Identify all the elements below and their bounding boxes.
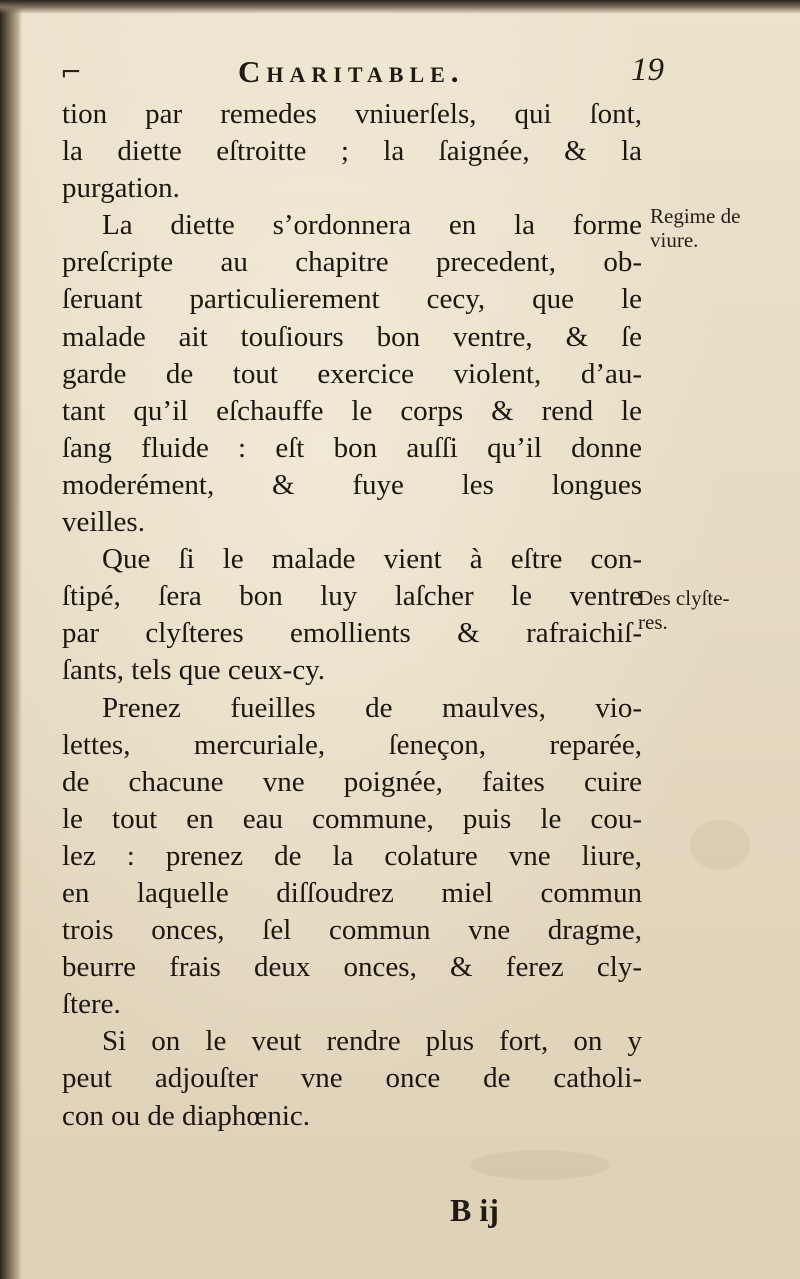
text-line: purgation. xyxy=(62,172,180,205)
text-line: trois onces, ſel commun vne dragme, xyxy=(62,914,642,947)
text-line: malade ait touſiours bon ventre, & ſe xyxy=(62,320,642,353)
body-text xyxy=(62,96,642,1135)
text-line: moderément, & fuye les longues xyxy=(62,468,642,501)
margin-note-regime xyxy=(650,204,740,252)
text-line: ſang fluide : eſt bon auſſi qu’il donne xyxy=(62,431,642,464)
text-line: La diette s’ordonnera en la forme xyxy=(102,209,642,242)
text-line: la diette eſtroitte ; la ſaignée, & la xyxy=(62,135,642,168)
paper-stain xyxy=(690,820,750,870)
text-line: preſcripte au chapitre precedent, ob- xyxy=(62,246,642,279)
text-line: Que ſi le malade vient à eſtre con- xyxy=(102,543,642,576)
text-line: con ou de diaphœnic. xyxy=(62,1099,311,1132)
margin-note-line: Regime de xyxy=(650,204,741,228)
running-head-mark: ⌐ xyxy=(60,58,82,88)
margin-note-clysteres xyxy=(638,586,730,634)
text-line: garde de tout exercice violent, d’au- xyxy=(62,357,642,390)
text-line: veilles. xyxy=(62,506,145,539)
text-line: ſtere. xyxy=(62,988,121,1021)
book-spine-shadow xyxy=(0,0,22,1279)
text-line: de chacune vne poignée, faites cuire xyxy=(62,765,642,798)
text-line: Prenez fueilles de maulves, vio- xyxy=(102,691,642,724)
text-line: le tout en eau commune, puis le cou- xyxy=(62,802,642,835)
text-line: lettes, mercuriale, ſeneçon, reparée, xyxy=(62,728,642,761)
paper-stain xyxy=(470,1150,610,1180)
running-head-title: Charitable. xyxy=(238,54,465,89)
margin-note-line: viure. xyxy=(650,228,699,252)
text-line: ſants, tels que ceux-cy. xyxy=(62,654,326,687)
text-line: tant qu’il eſchauffe le corps & rend le xyxy=(62,394,642,427)
signature-mark: B ij xyxy=(450,1192,499,1228)
text-line: peut adjouſter vne once de catholi- xyxy=(62,1062,642,1095)
page-top-edge-shadow xyxy=(0,0,800,14)
text-line: tion par remedes vniuerſels, qui ſont, xyxy=(62,98,642,130)
page-number: 19 xyxy=(631,52,664,88)
running-head xyxy=(60,50,664,96)
text-line: en laquelle diſſoudrez miel commun xyxy=(62,876,642,909)
margin-note-line: res. xyxy=(638,610,668,634)
text-line: ſtipé, ſera bon luy laſcher le ventre xyxy=(62,580,642,613)
margin-note-line: Des clyſte- xyxy=(638,586,730,610)
text-line: ſeruant particulierement cecy, que le xyxy=(62,283,642,316)
text-line: par clyſteres emollients & rafraichiſ- xyxy=(62,617,642,650)
text-line: Si on le veut rendre plus fort, on y xyxy=(102,1025,642,1058)
text-line: lez : prenez de la colature vne liure, xyxy=(62,839,642,872)
text-line: beurre frais deux onces, & ferez cly- xyxy=(62,951,642,984)
